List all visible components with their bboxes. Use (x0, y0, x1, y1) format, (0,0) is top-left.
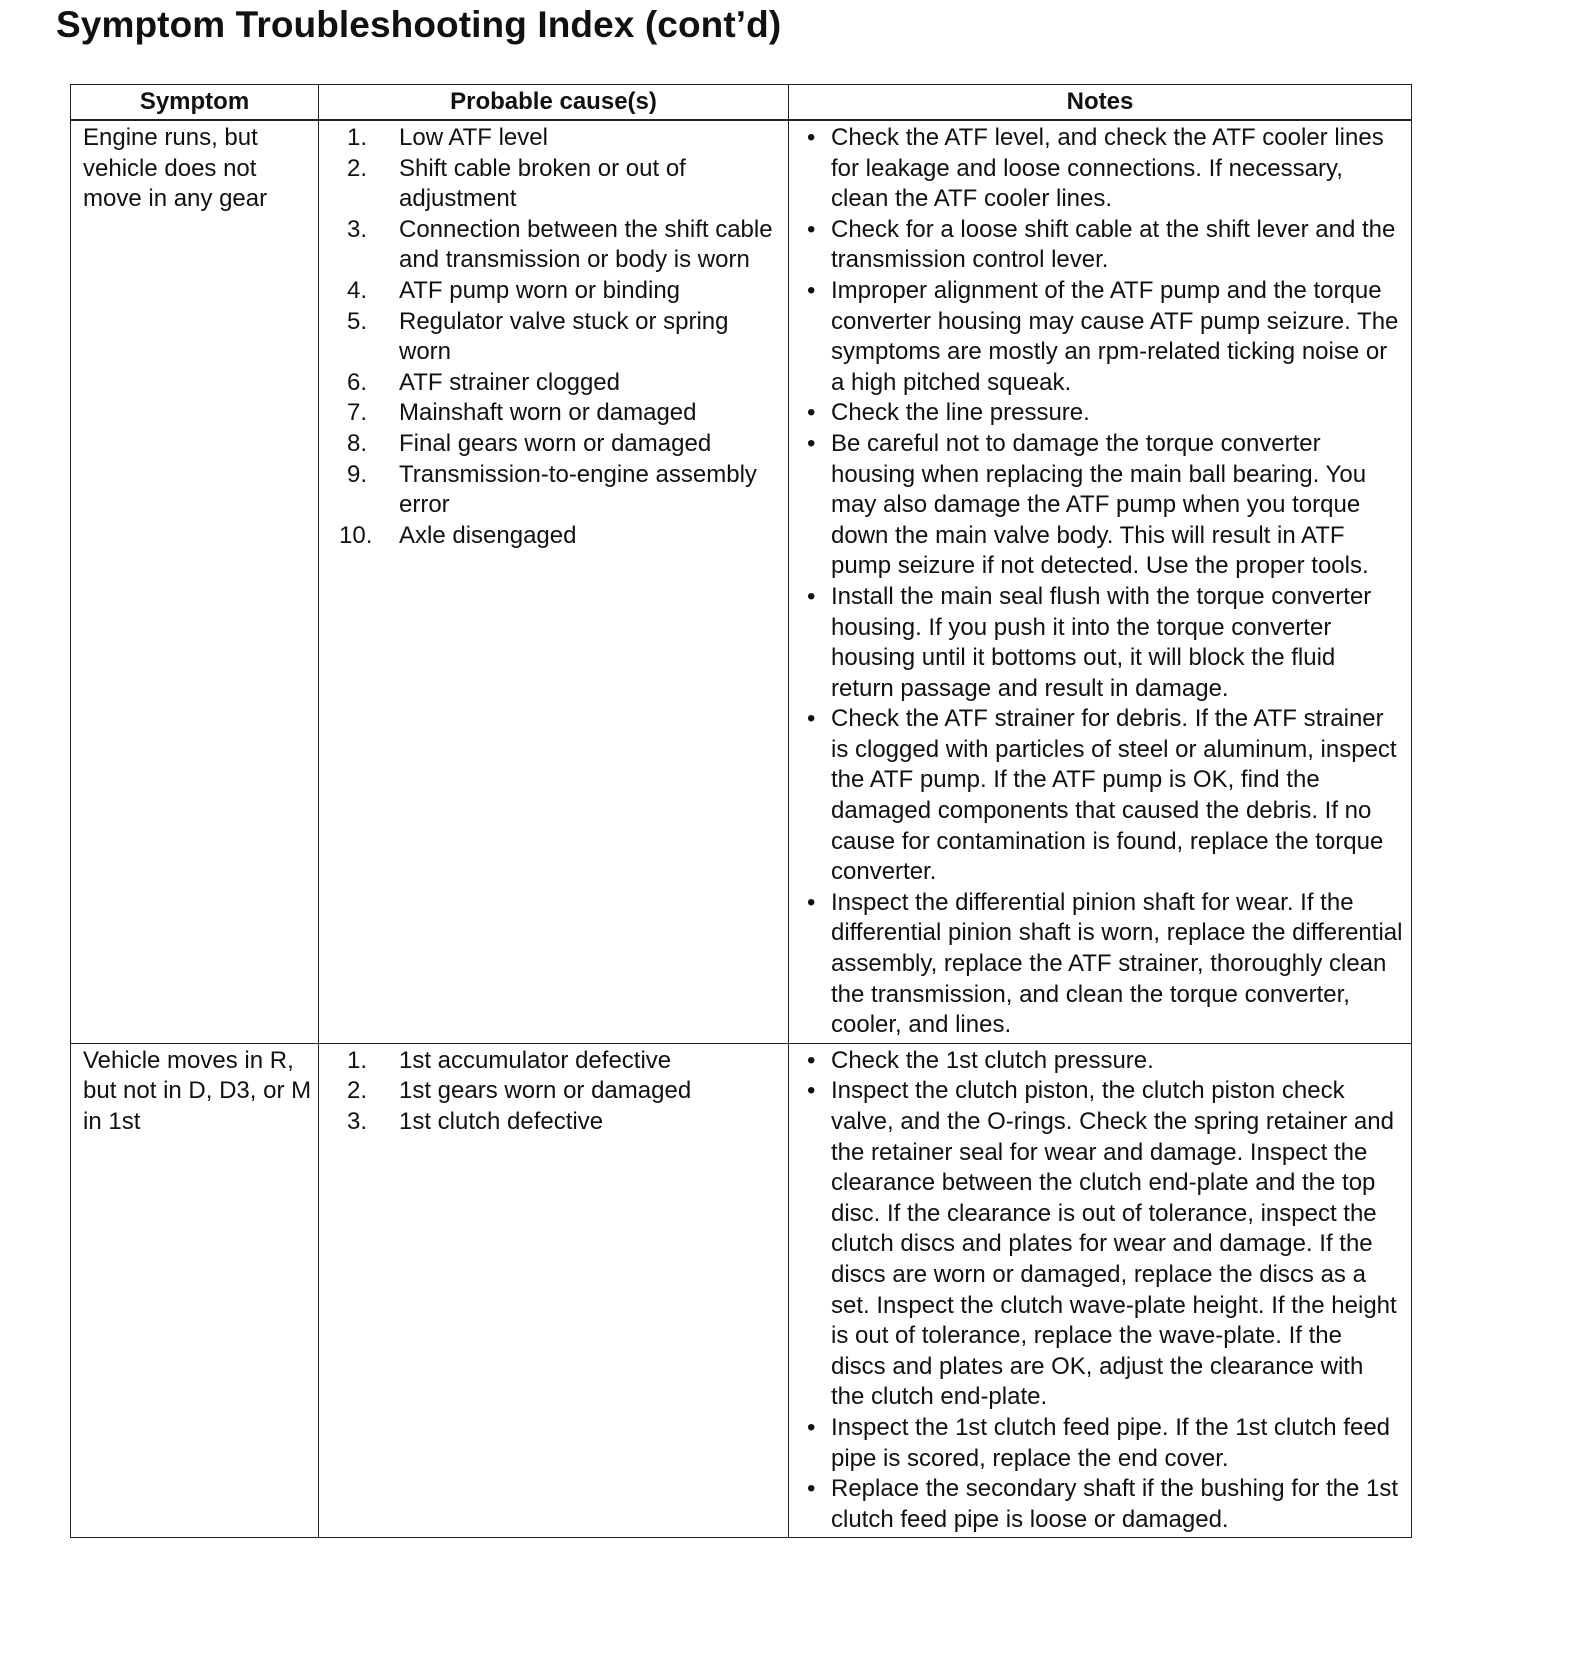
cause-number: 2. (347, 1077, 368, 1105)
note-text: Inspect the 1st clutch feed pipe. If the 1st clutch feed pipe is scored, replace the end cover. (831, 1413, 1391, 1472)
note-item (807, 888, 1403, 1041)
cause-item (339, 460, 782, 521)
bullet-icon: • (807, 1475, 816, 1503)
cause-item (339, 1046, 782, 1077)
cause-item (339, 368, 782, 399)
note-item (807, 582, 1403, 704)
note-text: Be careful not to damage the torque converter housing when replacing the main ball bearing. You may also damage the ATF pump when you torque down the main valve body. This will result in ATF pump seizure if not detected. Use the proper tools. (831, 429, 1369, 580)
note-text: Check the ATF strainer for debris. If the ATF strainer is clogged with particles of steel or aluminum, inspect the ATF pump. If the ATF pump is OK, find the damaged components that caused the debris. If no cause for contamination is found, replace the torque converter. (831, 705, 1397, 886)
note-text: Check for a loose shift cable at the shift lever and the transmission control lever. (831, 215, 1396, 274)
cause-item (339, 398, 782, 429)
cause-item (339, 429, 782, 460)
notes-cell (789, 1043, 1412, 1538)
cause-text: ATF strainer clogged (399, 368, 620, 396)
table-header-row (71, 85, 1412, 121)
bullet-icon: • (807, 429, 816, 457)
note-text: Install the main seal flush with the torque converter housing. If you push it into the torque converter housing until it bottoms out, it will block the fluid return passage and result in damage. (831, 582, 1372, 702)
bullet-icon: • (807, 1413, 816, 1441)
note-text: Inspect the differential pinion shaft for wear. If the differential pinion shaft is worn, replace the differential assembly, replace the ATF strainer, thoroughly clean the transmission, and clean the torque converter, cooler, and lines. (831, 888, 1403, 1039)
troubleshooting-table (70, 84, 1412, 1538)
note-item (807, 1046, 1403, 1077)
note-text: Check the line pressure. (831, 399, 1090, 427)
notes-list (807, 123, 1403, 1041)
notes-column-header: Notes (789, 85, 1412, 121)
cause-number: 9. (347, 460, 368, 488)
cause-text: Regulator valve stuck or spring worn (399, 307, 729, 366)
cause-text: Transmission-to-engine assembly error (399, 460, 757, 519)
causes-list (339, 123, 782, 551)
cause-number: 10. (339, 521, 373, 549)
cause-number: 6. (347, 368, 368, 396)
bullet-icon: • (807, 705, 816, 733)
cause-item (339, 215, 782, 276)
cause-item (339, 1107, 782, 1138)
symptom-column-header: Symptom (71, 85, 319, 121)
cause-text: Shift cable broken or out of adjustment (399, 154, 686, 213)
cause-number: 1. (347, 1046, 368, 1074)
note-item (807, 215, 1403, 276)
notes-cell (789, 120, 1412, 1043)
cause-text: ATF pump worn or binding (399, 276, 681, 304)
cause-number: 1. (347, 124, 368, 151)
cause-text: 1st accumulator defective (399, 1046, 672, 1074)
table-row (71, 120, 1412, 1043)
note-text: Improper alignment of the ATF pump and the torque converter housing may cause ATF pump seizure. The symptoms are mostly an rpm-related ticking noise or a high pitched squeak. (831, 276, 1399, 396)
cause-number: 3. (347, 215, 368, 243)
note-text: Inspect the clutch piston, the clutch piston check valve, and the O-rings. Check the spring retainer and the retainer seal for wear and damage. Inspect the clearance between the clutch end-plate and the top disc. If the clearance is out of tolerance, inspect the clutch discs and plates for wear and damage. If the discs are worn or damaged, replace the discs as a set. Inspect the clutch wave-plate height. If the height is out of tolerance, replace the wave-plate. If the discs and plates are OK, adjust the clearance with the clutch end-plate. (831, 1077, 1397, 1411)
bullet-icon: • (807, 582, 816, 610)
cause-number: 3. (347, 1108, 368, 1135)
bullet-icon: • (807, 124, 816, 151)
page-title: Symptom Troubleshooting Index (cont’d) (56, 4, 782, 45)
causes-cell (319, 1043, 789, 1538)
note-item (807, 398, 1403, 429)
cause-item (339, 521, 782, 552)
cause-item (339, 307, 782, 368)
causes-list (339, 1046, 782, 1138)
bullet-icon: • (807, 888, 816, 916)
note-item (807, 429, 1403, 582)
note-item (807, 123, 1403, 215)
cause-text: Connection between the shift cable and transmission or body is worn (399, 215, 773, 274)
cause-number: 5. (347, 307, 368, 335)
bullet-icon: • (807, 215, 816, 243)
notes-list (807, 1046, 1403, 1536)
cause-number: 4. (347, 276, 368, 304)
bullet-icon: • (807, 276, 816, 304)
cause-text: 1st gears worn or damaged (399, 1077, 692, 1105)
cause-text: 1st clutch defective (399, 1108, 604, 1135)
cause-text: Axle disengaged (399, 521, 577, 549)
cause-text: Mainshaft worn or damaged (399, 399, 697, 427)
note-item (807, 704, 1403, 888)
bullet-icon: • (807, 1077, 816, 1105)
causes-column-header: Probable cause(s) (319, 85, 789, 121)
cause-number: 7. (347, 399, 368, 427)
symptom-cell: Vehicle moves in R, but not in D, D3, or M in 1st (71, 1043, 319, 1538)
causes-cell (319, 120, 789, 1043)
bullet-icon: • (807, 399, 816, 427)
table-row (71, 1043, 1412, 1538)
cause-item (339, 123, 782, 154)
cause-text: Final gears worn or damaged (399, 429, 712, 457)
cause-item (339, 154, 782, 215)
note-item (807, 276, 1403, 398)
cause-number: 2. (347, 154, 368, 182)
symptom-cell: Engine runs, but vehicle does not move in any gear (71, 120, 319, 1043)
note-item (807, 1076, 1403, 1413)
note-item (807, 1413, 1403, 1474)
cause-text: Low ATF level (399, 124, 548, 151)
cause-item (339, 276, 782, 307)
note-text: Check the 1st clutch pressure. (831, 1046, 1154, 1074)
cause-number: 8. (347, 429, 368, 457)
note-text: Check the ATF level, and check the ATF cooler lines for leakage and loose connections. If necessary, clean the ATF cooler lines. (831, 124, 1384, 213)
cause-item (339, 1076, 782, 1107)
note-item (807, 1474, 1403, 1535)
bullet-icon: • (807, 1046, 816, 1074)
note-text: Replace the secondary shaft if the bushing for the 1st clutch feed pipe is loose or damaged. (831, 1475, 1399, 1533)
